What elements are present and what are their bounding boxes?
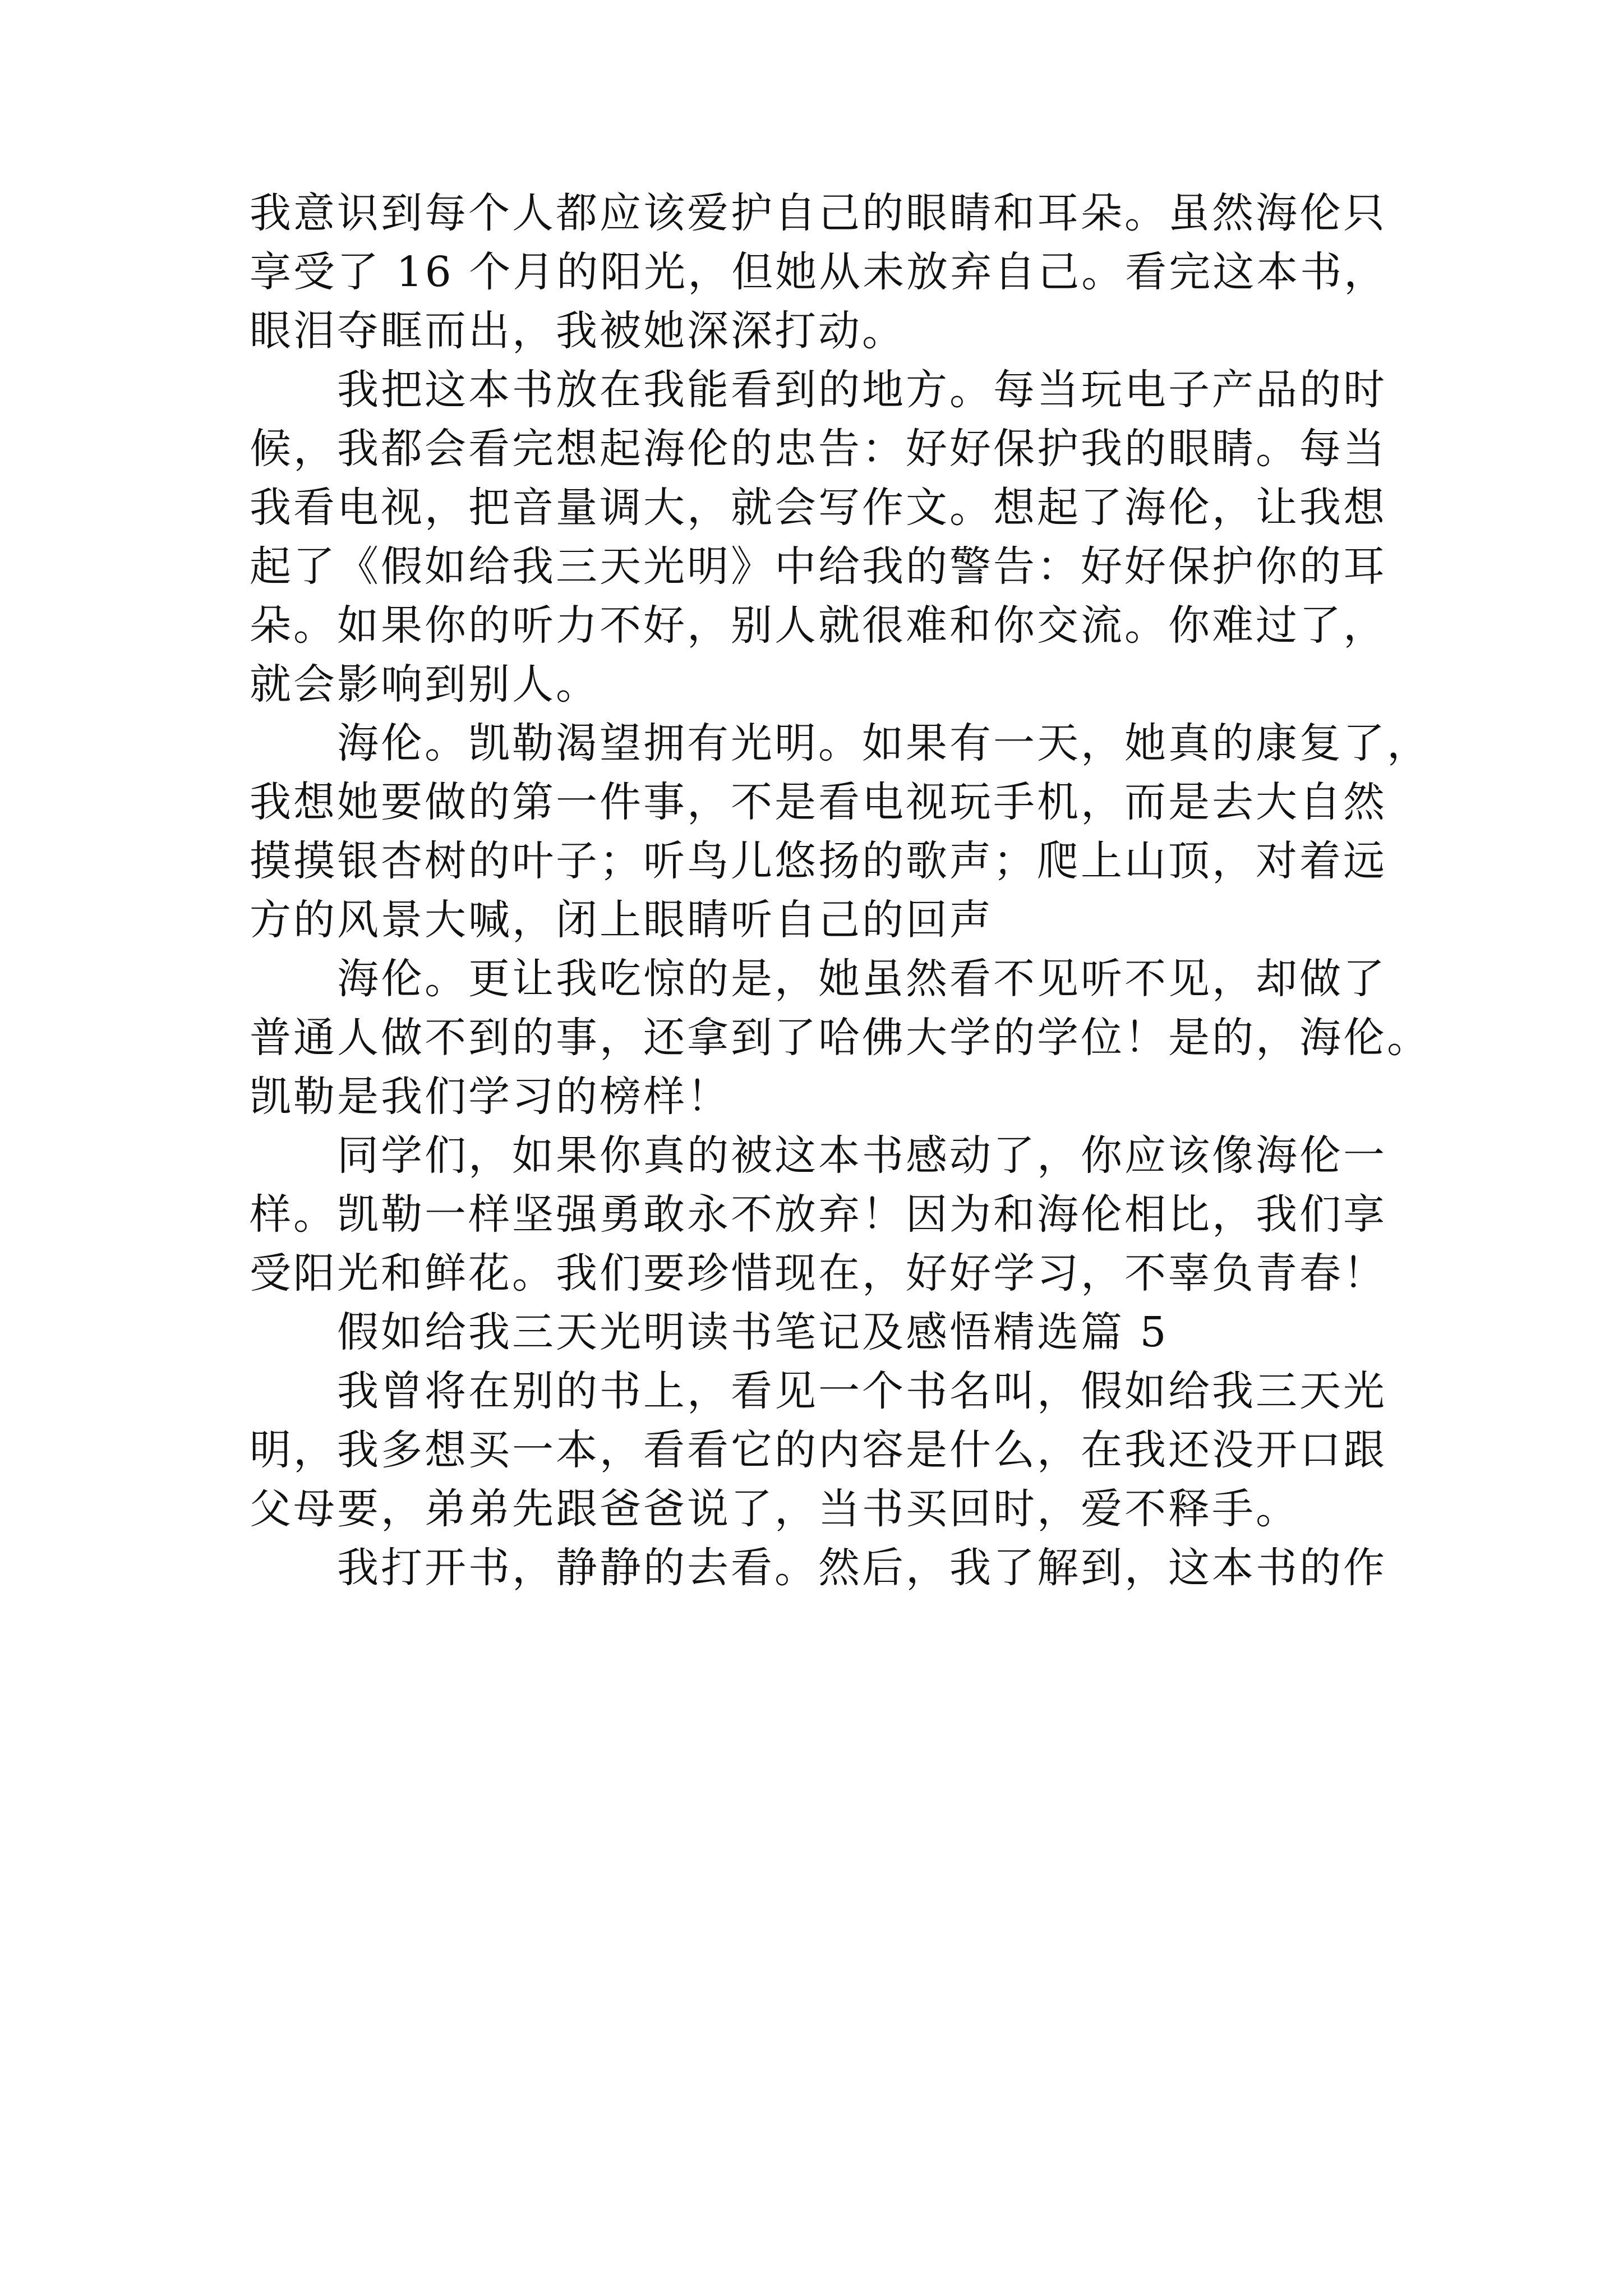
text-line: 方的风景大喊，闭上眼睛听自己的回声 bbox=[250, 896, 993, 944]
paragraph-first-line: 我曾将在别的书上，看见一个书名叫，假如给我三天光 bbox=[337, 1367, 1387, 1415]
paragraph-first-line: 海伦。凯勒渴望拥有光明。如果有一天，她真的康复了， bbox=[337, 719, 1431, 767]
text-line: 我看电视，把音量调大，就会写作文。想起了海伦，让我想 bbox=[250, 484, 1387, 532]
paragraph-first-line: 同学们，如果你真的被这本书感动了，你应该像海伦一 bbox=[337, 1131, 1387, 1180]
body-text bbox=[250, 189, 1431, 1604]
text-line: 就会影响到别人。 bbox=[250, 660, 600, 708]
text-line: 享受了 16 个月的阳光，但她从未放弃自己。看完这本书， bbox=[250, 248, 1388, 296]
text-line: 父母要，弟弟先跟爸爸说了，当书买回时，爱不释手。 bbox=[250, 1485, 1299, 1533]
text-line: 明，我多想买一本，看看它的内容是什么，在我还没开口跟 bbox=[250, 1426, 1387, 1474]
paragraph-first-line: 我把这本书放在我能看到的地方。每当玩电子产品的时 bbox=[337, 366, 1387, 414]
paragraph-first-line: 我打开书，静静的去看。然后，我了解到，这本书的作 bbox=[337, 1544, 1387, 1592]
text-line: 样。凯勒一样坚强勇敢永不放弃！因为和海伦相比，我们享 bbox=[250, 1190, 1387, 1239]
text-line: 摸摸银杏树的叶子；听鸟儿悠扬的歌声；爬上山顶，对着远 bbox=[250, 837, 1387, 885]
text-line: 起了《假如给我三天光明》中给我的警告：好好保护你的耳 bbox=[250, 542, 1387, 591]
paragraph-first-line: 海伦。更让我吃惊的是，她虽然看不见听不见，却做了 bbox=[337, 955, 1387, 1003]
text-line: 凯勒是我们学习的榜样！ bbox=[250, 1073, 731, 1121]
text-line: 我想她要做的第一件事，不是看电视玩手机，而是去大自然 bbox=[250, 778, 1387, 826]
text-line: 候，我都会看完想起海伦的忠告：好好保护我的眼睛。每当 bbox=[250, 425, 1387, 473]
text-line: 眼泪夺眶而出，我被她深深打动。 bbox=[250, 307, 906, 355]
section-heading: 假如给我三天光明读书笔记及感悟精选篇 5 bbox=[337, 1308, 1169, 1356]
text-line: 朵。如果你的听力不好，别人就很难和你交流。你难过了， bbox=[250, 601, 1387, 650]
text-line: 受阳光和鲜花。我们要珍惜现在，好好学习，不辜负青春！ bbox=[250, 1249, 1387, 1297]
text-line: 我意识到每个人都应该爱护自己的眼睛和耳朵。虽然海伦只 bbox=[250, 189, 1387, 237]
text-line: 普通人做不到的事，还拿到了哈佛大学的学位！是的，海伦。 bbox=[250, 1014, 1431, 1062]
